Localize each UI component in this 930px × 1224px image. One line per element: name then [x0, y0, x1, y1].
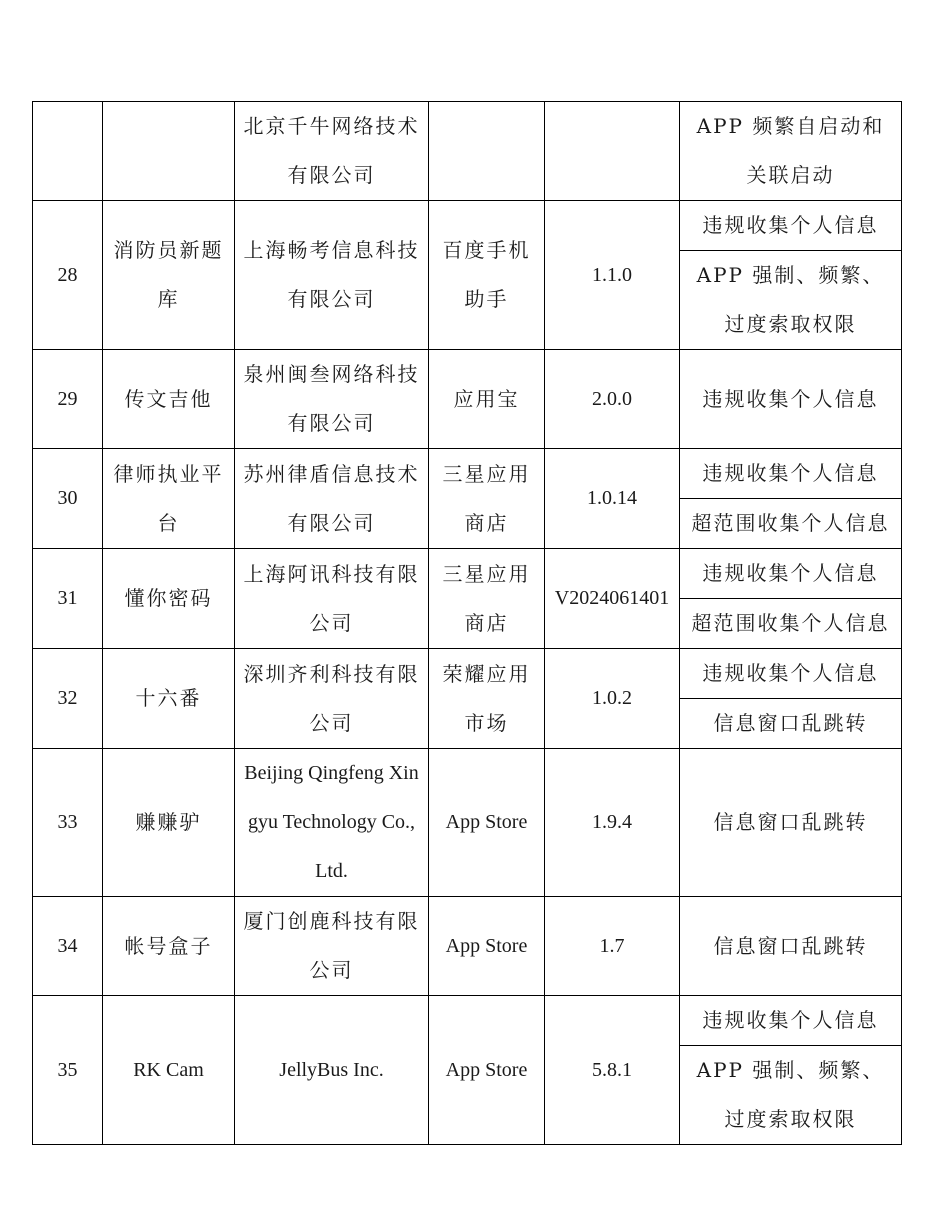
table-row — [33, 749, 902, 897]
row-number-cell — [33, 102, 103, 201]
issues-cell — [680, 897, 902, 996]
row-number-cell: 34 — [33, 897, 103, 996]
company-cell: 上海阿讯科技有限公司 — [235, 549, 429, 649]
app-store-cell: 荣耀应用市场 — [429, 649, 545, 749]
app-name-cell: 传文吉他 — [103, 350, 235, 449]
table-row — [33, 996, 902, 1145]
version-cell: 1.1.0 — [545, 201, 680, 350]
row-number-cell: 29 — [33, 350, 103, 449]
app-name-cell: 帐号盒子 — [103, 897, 235, 996]
app-store-cell: App Store — [429, 897, 545, 996]
company-cell: Beijing Qingfeng Xingyu Technology Co., Ltd. — [235, 749, 429, 897]
issue-item: 超范围收集个人信息 — [680, 498, 901, 548]
app-store-cell — [429, 102, 545, 201]
company-cell: 上海畅考信息科技有限公司 — [235, 201, 429, 350]
table-row — [33, 201, 902, 350]
app-name-cell: 十六番 — [103, 649, 235, 749]
app-name-cell: 赚赚驴 — [103, 749, 235, 897]
table-row — [33, 549, 902, 649]
app-store-cell: App Store — [429, 749, 545, 897]
company-cell: 深圳齐利科技有限公司 — [235, 649, 429, 749]
row-number-cell: 33 — [33, 749, 103, 897]
issues-cell — [680, 749, 902, 897]
issue-list — [680, 798, 901, 847]
issue-item: 信息窗口乱跳转 — [713, 810, 868, 834]
issue-item: 超范围收集个人信息 — [680, 598, 901, 648]
version-cell: 2.0.0 — [545, 350, 680, 449]
row-number-cell: 32 — [33, 649, 103, 749]
version-cell: V2024061401 — [545, 549, 680, 649]
version-cell: 5.8.1 — [545, 996, 680, 1145]
company-cell: 北京千牛网络技术有限公司 — [235, 102, 429, 201]
company-cell: 泉州闽叁网络科技有限公司 — [235, 350, 429, 449]
issues-cell — [680, 102, 902, 201]
app-name-cell: 律师执业平台 — [103, 449, 235, 549]
issue-item: 违规收集个人信息 — [702, 1008, 879, 1032]
issues-cell — [680, 549, 902, 649]
table-row — [33, 102, 902, 201]
issue-item: APP 强制、频繁、过度索取权限 — [680, 250, 901, 349]
issue-item: APP 强制、频繁、过度索取权限 — [680, 1045, 901, 1144]
issue-item: 违规收集个人信息 — [702, 213, 879, 237]
app-store-cell: 百度手机助手 — [429, 201, 545, 350]
app-store-cell: 应用宝 — [429, 350, 545, 449]
issue-item: 违规收集个人信息 — [702, 661, 879, 685]
row-number-cell: 35 — [33, 996, 103, 1145]
issue-list — [680, 375, 901, 424]
version-cell: 1.0.2 — [545, 649, 680, 749]
issue-list — [680, 996, 901, 1144]
version-cell — [545, 102, 680, 201]
app-issues-table — [32, 101, 902, 1145]
issues-cell — [680, 201, 902, 350]
version-cell: 1.9.4 — [545, 749, 680, 897]
issue-list — [680, 922, 901, 971]
table-row — [33, 449, 902, 549]
app-name-cell: 消防员新题库 — [103, 201, 235, 350]
issue-list — [680, 449, 901, 548]
issue-item: 信息窗口乱跳转 — [680, 698, 901, 748]
row-number-cell: 31 — [33, 549, 103, 649]
issues-cell — [680, 350, 902, 449]
row-number-cell: 30 — [33, 449, 103, 549]
app-name-cell: 懂你密码 — [103, 549, 235, 649]
company-cell: 苏州律盾信息技术有限公司 — [235, 449, 429, 549]
row-number-cell: 28 — [33, 201, 103, 350]
app-store-cell: App Store — [429, 996, 545, 1145]
table-body — [33, 102, 902, 1145]
issue-list — [680, 201, 901, 349]
app-store-cell: 三星应用商店 — [429, 449, 545, 549]
issues-cell — [680, 649, 902, 749]
company-cell: JellyBus Inc. — [235, 996, 429, 1145]
issues-cell — [680, 996, 902, 1145]
table-row — [33, 649, 902, 749]
company-cell: 厦门创鹿科技有限公司 — [235, 897, 429, 996]
issue-item: 违规收集个人信息 — [702, 461, 879, 485]
app-store-cell: 三星应用商店 — [429, 549, 545, 649]
table-row — [33, 350, 902, 449]
issue-item: APP 频繁自启动和关联启动 — [696, 114, 885, 187]
issue-list — [680, 649, 901, 748]
issues-cell — [680, 449, 902, 549]
app-name-cell — [103, 102, 235, 201]
issue-item: 违规收集个人信息 — [702, 386, 879, 411]
table-row — [33, 897, 902, 996]
version-cell: 1.7 — [545, 897, 680, 996]
issue-list — [680, 549, 901, 648]
app-name-cell: RK Cam — [103, 996, 235, 1145]
issue-item: 信息窗口乱跳转 — [713, 933, 868, 958]
issue-item: 违规收集个人信息 — [702, 561, 879, 585]
version-cell: 1.0.14 — [545, 449, 680, 549]
issue-list — [680, 102, 901, 200]
